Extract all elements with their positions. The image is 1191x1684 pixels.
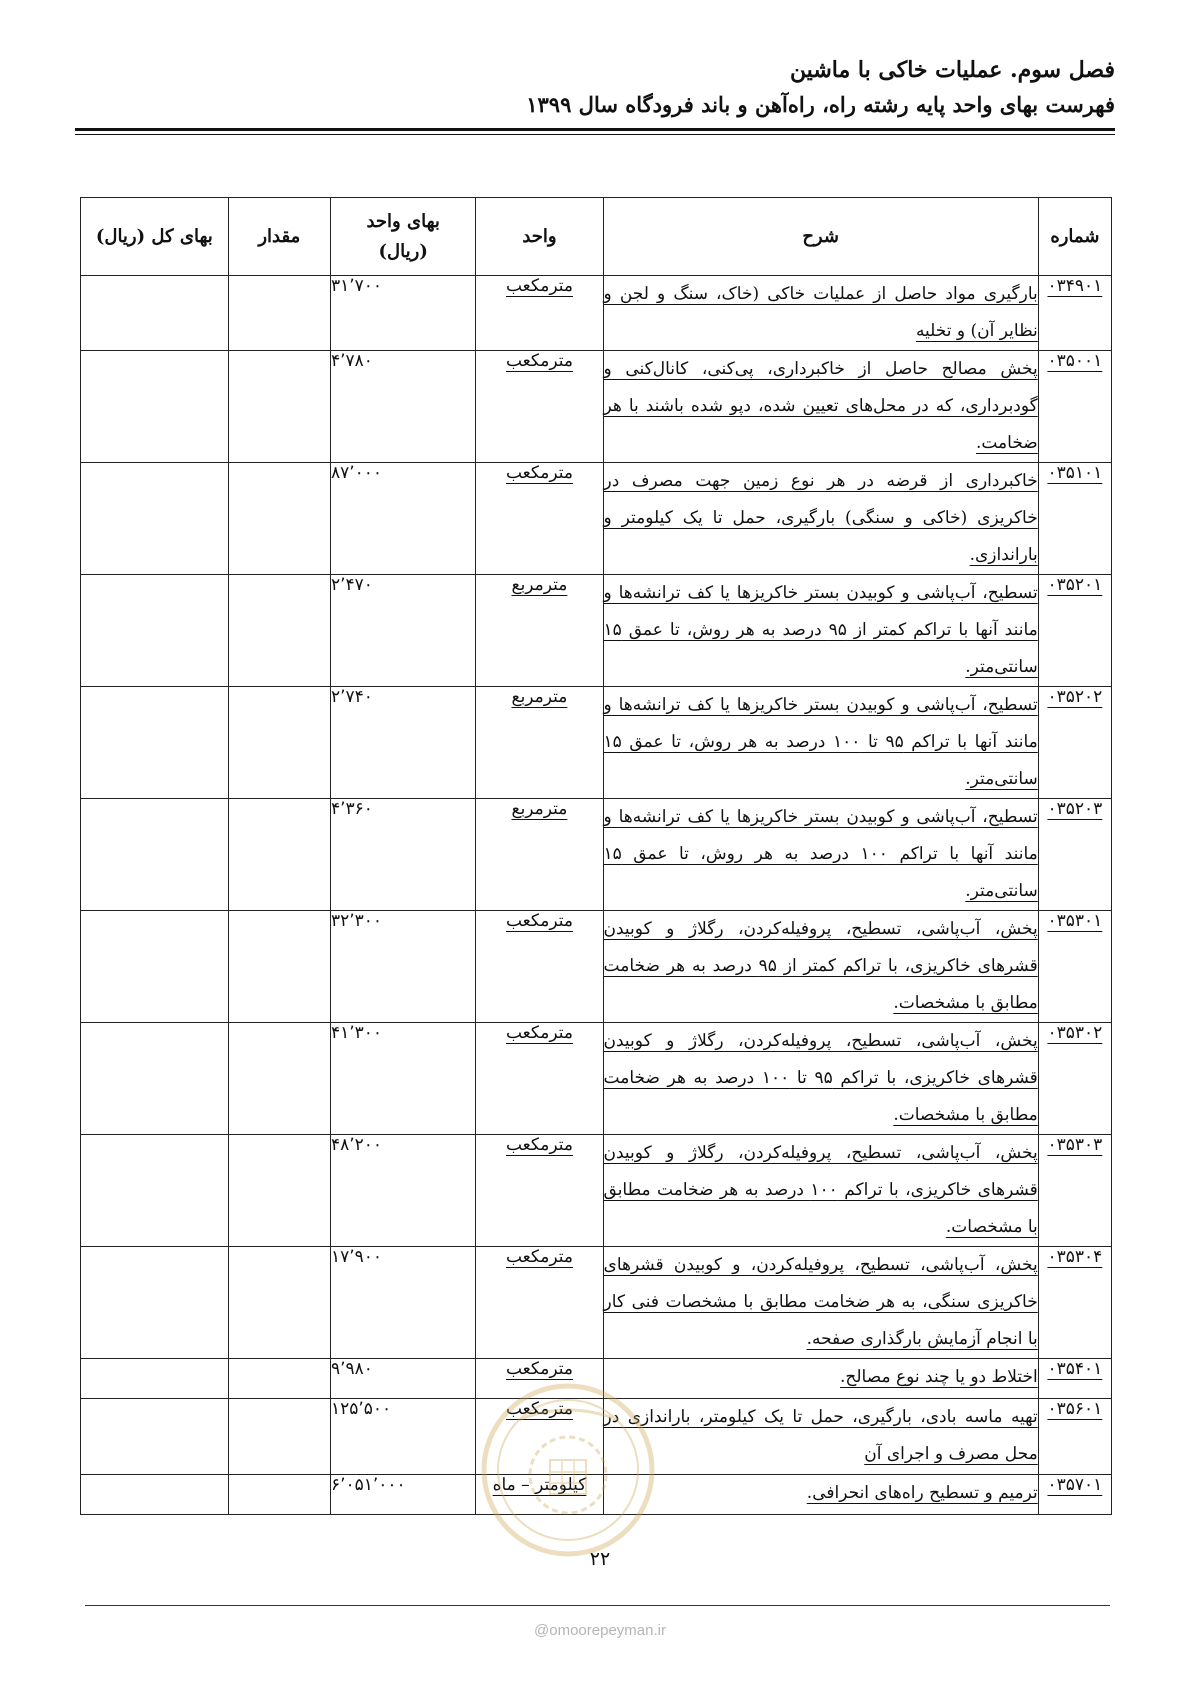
row-qty bbox=[228, 463, 330, 575]
row-code-cell bbox=[1038, 276, 1111, 351]
row-desc-cell bbox=[603, 1135, 1038, 1247]
row-price: ۳۲٬۳۰۰ bbox=[330, 911, 475, 1023]
row-unit-cell bbox=[476, 276, 603, 351]
row-total bbox=[81, 1135, 229, 1247]
col-header-unit-price-currency: (ریال) bbox=[378, 240, 428, 262]
table-row bbox=[81, 1135, 1112, 1247]
header-rule-thin bbox=[75, 134, 1115, 135]
row-desc: خاکبرداری از قرضه در هر نوع زمین جهت مصرف در خاکریزی (خاکی و سنگی) بارگیری، حمل تا یک کیلومتر و باراندازی. bbox=[603, 471, 1038, 565]
row-unit-cell bbox=[476, 1023, 603, 1135]
row-unit-cell bbox=[476, 1247, 603, 1359]
table-header-row bbox=[81, 198, 1112, 276]
row-unit: مترمکعب bbox=[505, 1359, 573, 1379]
row-code: ۰۳۵۱۰۱ bbox=[1047, 463, 1103, 483]
row-price: ۱۲۵٬۵۰۰ bbox=[330, 1399, 475, 1475]
row-total bbox=[81, 351, 229, 463]
row-total bbox=[81, 276, 229, 351]
row-qty bbox=[228, 911, 330, 1023]
row-code-cell bbox=[1038, 1475, 1111, 1515]
row-price: ۴٬۳۶۰ bbox=[330, 799, 475, 911]
row-qty bbox=[228, 276, 330, 351]
row-unit: مترمکعب bbox=[505, 351, 573, 371]
table-row bbox=[81, 276, 1112, 351]
page-header bbox=[75, 52, 1115, 122]
row-desc: اختلاط دو یا چند نوع مصالح. bbox=[840, 1367, 1038, 1387]
chapter-title: فصل سوم. عملیات خاکی با ماشین bbox=[789, 57, 1115, 83]
row-desc: تسطیح، آب‌پاشی و کوبیدن بستر خاکریزها یا کف ترانشه‌ها و مانند آنها با تراکم ۹۵ تا ۱۰۰ درصد به هر روش، تا عمق ۱۵ سانتی‌متر. bbox=[603, 695, 1038, 789]
row-code: ۰۳۵۲۰۳ bbox=[1047, 799, 1103, 819]
row-desc-cell bbox=[603, 276, 1038, 351]
row-desc-cell bbox=[603, 575, 1038, 687]
row-total bbox=[81, 799, 229, 911]
table-row bbox=[81, 1247, 1112, 1359]
row-desc-cell bbox=[603, 1247, 1038, 1359]
row-code-cell bbox=[1038, 799, 1111, 911]
row-qty bbox=[228, 575, 330, 687]
row-qty bbox=[228, 1135, 330, 1247]
row-code-cell bbox=[1038, 351, 1111, 463]
row-unit: مترمکعب bbox=[505, 1135, 573, 1155]
row-total bbox=[81, 687, 229, 799]
row-total bbox=[81, 1247, 229, 1359]
row-unit: مترمکعب bbox=[505, 276, 573, 296]
row-qty bbox=[228, 1247, 330, 1359]
row-desc-cell bbox=[603, 687, 1038, 799]
row-desc-cell bbox=[603, 1359, 1038, 1399]
row-total bbox=[81, 463, 229, 575]
table-row bbox=[81, 1023, 1112, 1135]
col-header-unit: واحد bbox=[476, 198, 603, 276]
document-subtitle: فهرست بهای واحد پایه رشته راه، راه‌آهن و باند فرودگاه سال ۱۳۹۹ bbox=[526, 92, 1115, 117]
row-price: ۸۷٬۰۰۰ bbox=[330, 463, 475, 575]
row-qty bbox=[228, 1023, 330, 1135]
row-price: ۳۱٬۷۰۰ bbox=[330, 276, 475, 351]
row-unit-cell bbox=[476, 687, 603, 799]
row-code: ۰۳۵۳۰۴ bbox=[1047, 1247, 1103, 1267]
row-desc-cell bbox=[603, 799, 1038, 911]
col-header-unit-price bbox=[330, 198, 475, 276]
row-unit: مترمکعب bbox=[505, 911, 573, 931]
col-header-unit-price-label: بهای واحد bbox=[366, 210, 440, 232]
footer-rule bbox=[85, 1605, 1110, 1606]
row-qty bbox=[228, 1475, 330, 1515]
row-code: ۰۳۵۲۰۱ bbox=[1047, 575, 1103, 595]
row-code: ۰۳۵۳۰۲ bbox=[1047, 1023, 1103, 1043]
row-code-cell bbox=[1038, 1135, 1111, 1247]
row-desc-cell bbox=[603, 1023, 1038, 1135]
row-qty bbox=[228, 687, 330, 799]
row-total bbox=[81, 911, 229, 1023]
row-price: ۱۷٬۹۰۰ bbox=[330, 1247, 475, 1359]
col-header-code: شماره bbox=[1038, 198, 1111, 276]
row-price: ۶٬۰۵۱٬۰۰۰ bbox=[330, 1475, 475, 1515]
col-header-total: بهای کل (ریال) bbox=[81, 198, 229, 276]
row-desc: بارگیری مواد حاصل از عملیات خاکی (خاک، سنگ و لجن و نظایر آن) و تخلیه bbox=[603, 284, 1038, 341]
row-desc: پخش، آب‌پاشی، تسطیح، پروفیله‌کردن، رگلاژ و کوبیدن قشرهای خاکریزی، با تراکم ۱۰۰ درصد به هر ضخامت مطابق با مشخصات. bbox=[603, 1143, 1038, 1237]
row-price: ۴۱٬۳۰۰ bbox=[330, 1023, 475, 1135]
row-total bbox=[81, 1359, 229, 1399]
row-code: ۰۳۵۲۰۲ bbox=[1047, 687, 1103, 707]
row-unit: کیلومتر – ماه bbox=[492, 1475, 587, 1495]
row-price: ۴۸٬۲۰۰ bbox=[330, 1135, 475, 1247]
table-row bbox=[81, 911, 1112, 1023]
row-desc: پخش، آب‌پاشی، تسطیح، پروفیله‌کردن، و کوبیدن قشرهای خاکریزی سنگی، به هر ضخامت مطابق با مشخصات فنی کار با انجام آزمایش بارگذاری صفحه. bbox=[603, 1255, 1038, 1349]
row-unit: مترمربع bbox=[511, 687, 568, 707]
website-watermark: @omoorepeyman.ir bbox=[534, 1622, 666, 1639]
row-code: ۰۳۵۳۰۳ bbox=[1047, 1135, 1103, 1155]
row-code: ۰۳۵۳۰۱ bbox=[1047, 911, 1103, 931]
table-row bbox=[81, 799, 1112, 911]
row-desc: تهیه ماسه بادی، بارگیری، حمل تا یک کیلومتر، باراندازی در محل مصرف و اجرای آن bbox=[603, 1407, 1038, 1464]
row-qty bbox=[228, 1359, 330, 1399]
row-code: ۰۳۵۰۰۱ bbox=[1047, 351, 1103, 371]
row-price: ۲٬۷۴۰ bbox=[330, 687, 475, 799]
row-qty bbox=[228, 1399, 330, 1475]
row-code: ۰۳۵۶۰۱ bbox=[1047, 1399, 1103, 1419]
row-code: ۰۳۵۷۰۱ bbox=[1047, 1475, 1103, 1495]
table-row bbox=[81, 687, 1112, 799]
row-unit-cell bbox=[476, 463, 603, 575]
row-total bbox=[81, 1399, 229, 1475]
row-qty bbox=[228, 351, 330, 463]
price-table bbox=[80, 197, 1112, 1515]
row-unit: مترمکعب bbox=[505, 1247, 573, 1267]
row-desc-cell bbox=[603, 463, 1038, 575]
row-price: ۲٬۴۷۰ bbox=[330, 575, 475, 687]
row-unit: مترمربع bbox=[511, 799, 568, 819]
row-price: ۴٬۷۸۰ bbox=[330, 351, 475, 463]
row-unit: مترمربع bbox=[511, 575, 568, 595]
seal-watermark-icon bbox=[478, 1380, 658, 1560]
col-header-qty: مقدار bbox=[228, 198, 330, 276]
row-unit-cell bbox=[476, 799, 603, 911]
row-code-cell bbox=[1038, 1359, 1111, 1399]
row-unit-cell bbox=[476, 1135, 603, 1247]
row-desc: پخش، آب‌پاشی، تسطیح، پروفیله‌کردن، رگلاژ و کوبیدن قشرهای خاکریزی، با تراکم ۹۵ تا ۱۰۰ درصد به هر ضخامت مطابق با مشخصات. bbox=[603, 1031, 1038, 1125]
table-row bbox=[81, 351, 1112, 463]
row-desc-cell bbox=[603, 911, 1038, 1023]
row-desc: تسطیح، آب‌پاشی و کوبیدن بستر خاکریزها یا کف ترانشه‌ها و مانند آنها با تراکم کمتر از ۹۵ درصد به هر روش، تا عمق ۱۵ سانتی‌متر. bbox=[603, 583, 1038, 677]
row-desc-cell bbox=[603, 351, 1038, 463]
row-code-cell bbox=[1038, 575, 1111, 687]
row-qty bbox=[228, 799, 330, 911]
row-desc: پخش، آب‌پاشی، تسطیح، پروفیله‌کردن، رگلاژ و کوبیدن قشرهای خاکریزی، با تراکم کمتر از ۹۵ درصد به هر ضخامت مطابق با مشخصات. bbox=[603, 919, 1038, 1013]
row-desc-cell bbox=[603, 1475, 1038, 1515]
row-desc-cell bbox=[603, 1399, 1038, 1475]
row-code-cell bbox=[1038, 1023, 1111, 1135]
row-desc: تسطیح، آب‌پاشی و کوبیدن بستر خاکریزها یا کف ترانشه‌ها و مانند آنها با تراکم ۱۰۰ درصد به هر روش، تا عمق ۱۵ سانتی‌متر. bbox=[603, 807, 1038, 901]
row-total bbox=[81, 575, 229, 687]
row-unit: مترمکعب bbox=[505, 463, 573, 483]
table-row bbox=[81, 575, 1112, 687]
row-unit-cell bbox=[476, 575, 603, 687]
row-code-cell bbox=[1038, 911, 1111, 1023]
table-row bbox=[81, 463, 1112, 575]
row-unit-cell bbox=[476, 911, 603, 1023]
row-unit: مترمکعب bbox=[505, 1399, 573, 1419]
row-code-cell bbox=[1038, 1399, 1111, 1475]
row-code-cell bbox=[1038, 1247, 1111, 1359]
header-rule-thick bbox=[75, 128, 1115, 131]
row-code: ۰۳۵۴۰۱ bbox=[1047, 1359, 1103, 1379]
row-code-cell bbox=[1038, 463, 1111, 575]
row-unit-cell bbox=[476, 351, 603, 463]
col-header-desc: شرح bbox=[603, 198, 1038, 276]
row-total bbox=[81, 1023, 229, 1135]
row-total bbox=[81, 1475, 229, 1515]
page-number: ۲۲ bbox=[589, 1548, 611, 1570]
row-code-cell bbox=[1038, 687, 1111, 799]
row-desc: پخش مصالح حاصل از خاکبرداری، پی‌کنی، کانال‌کنی و گودبرداری، که در محل‌های تعیین شده، دپو شده باشند با هر ضخامت. bbox=[603, 359, 1038, 453]
row-unit: مترمکعب bbox=[505, 1023, 573, 1043]
row-desc: ترمیم و تسطیح راه‌های انحرافی. bbox=[806, 1483, 1038, 1503]
row-price: ۹٬۹۸۰ bbox=[330, 1359, 475, 1399]
row-code: ۰۳۴۹۰۱ bbox=[1047, 276, 1103, 296]
